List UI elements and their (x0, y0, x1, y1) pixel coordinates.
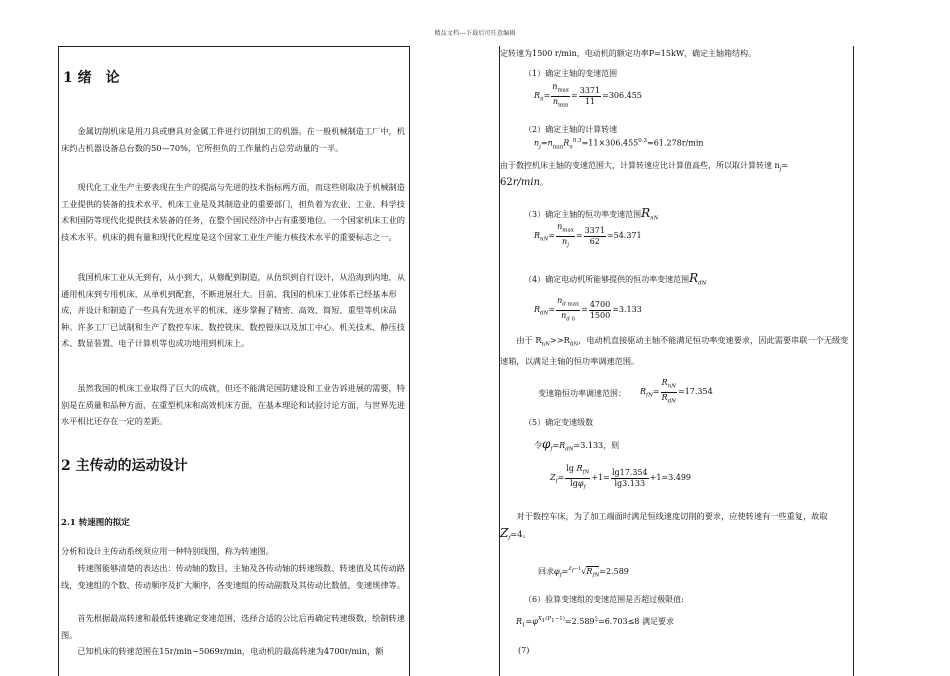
step-2-label: （2）确定主轴的计算转速 (524, 125, 618, 134)
paragraph-cnc-lathe: 对于数控车床，为了加工端面时满足恒线速度切削的要求，应使转速有一些重复，故取$Z_f=4$。 (500, 511, 828, 542)
step-5-label: （5）确定变速级数 (524, 418, 594, 427)
paragraph-machine-tools: 金属切削机床是用刀具或磨具对金属工件进行切削加工的机器。在一般机械制造工厂中，机床约占机器设备总台数的50—70%，它所担负的工作量约占总劳动量的一半。 (61, 126, 405, 153)
step-1-label: （1）确定主轴的变速范围 (524, 69, 618, 78)
step-3-label: （3）确定主轴的恒功率变速范围$R_{nN}$ (524, 206, 659, 222)
equation-r1-check: $R_1=\varphi^{X_1(P_1-1)}=2.589^2=6.703\le 8$ 满足要求 (516, 616, 674, 629)
paragraph-speed-range: 首先根据最高转速和最低转速确定变速范围，选择合适的公比后再确定转速级数，绘制转速图。 (61, 613, 405, 640)
equation-phi-f: 令$\varphi_f=R_{dN}=3.133$，则 (534, 437, 620, 453)
step-4-label: （4）确定电动机所能够提供的恒功率变速范围$R_{dN}$ (524, 271, 707, 287)
heading-main-drive: 2 主传动的运动设计 (61, 458, 188, 474)
equation-gearbox-rfn: $R_{fN}=$ $\frac{R_{nN}}{R_{dN}}$ =17.354 (640, 378, 713, 405)
heading-introduction: 1 绪 论 (63, 70, 120, 86)
paragraph-modern-industry: 现代化工业生产主要表现在生产的提高与先进的技术指标两方面，而这些则取决于机械制造工业提供的装备的技术水平、机床工业是及其制造业的重要部门，担负着为农业、工业、科学技术和国防等现代化提供技术装备的任务，在整个国民经济中占有重要地位。一个国家机床工业的技术水平。机床的拥有量和现代化程度是这个国家工业生产能力核技术水平的重要标志之一。 (61, 182, 405, 242)
rated-speed-line: 定转速为1500 r/min，电动机的额定功率P=15kW，确定主轴箱结构。 (500, 49, 757, 58)
paragraph-china-industry: 我国机床工业从无到有，从小到大，从修配到制造，从仿织到自行设计，从沿海到内地，从通用机床到专用机床，从单机到配套，不断进展壮大。目前，我国的机床工业体系已经基本形成，并设计和制造了一些具有先进水平的机床，逐步掌握了精密、高效、简短、重型等机床品种。许多工厂已试制和生产了数控车床、数控铣床、数控镗床以及加工中心。机关技术、静压技术、数显装置、电子计算机等也成功地用到机床上。 (61, 272, 405, 348)
calc-speed-value: 62r/min。 (500, 177, 549, 188)
equation-range-rn: $R_n=$ $\frac{n_{max}}{n_{min}}$ = $\frac{3371}{11}$ =306.455 (534, 82, 642, 109)
step-6-label: （6）验算变速组的变速范围是否超过极限值: (524, 595, 684, 604)
equation-phi-back: 回求$\varphi_f=^{Z_f-1}√R_{fN}=2.589$ (538, 566, 629, 579)
equation-calc-speed: $n_j=n_{min}R_n^{0.3}=11\times 306.455^{0.3}=61.278r/\min$ (534, 138, 704, 151)
right-column (499, 46, 854, 676)
paragraph-speed-chart-intro: 分析和设计主传动系统须应用一种特别线图，称为转速图。 (61, 546, 274, 556)
heading-speed-chart: 2.1 转速图的拟定 (61, 518, 130, 528)
paragraph-achievements: 虽然我国的机床工业取得了巨大的成就，但还不能满足国防建设和工业告诉进展的需要，特别是在质量和品种方面，在重型机床和高效机床方面，在基本理论和试验讨论方面，与世界先进水平相比还存在一定的差距。 (61, 383, 405, 426)
equation-motor-rdn: $R_{dN}=$ $\frac{n_{d max}}{n_{d 0}}$ = $\frac{4700}{1500}$ =3.133 (534, 296, 642, 323)
step-7-label: (7) (518, 646, 530, 655)
paragraph-since-rnn: 由于 $R_{nN}>>R_{dN}$，电动机直接驱动主轴不能满足恒功率变速要求，因此需要串联一个无级变速箱，以满足主轴的恒功率调速范围。 (500, 335, 849, 367)
left-column (58, 46, 410, 676)
gearbox-range-label: 变速箱恒功率调速范围： (538, 389, 626, 398)
paragraph-calc-speed: 由于数控机床主轴的变速范围大，计算转速应比计算值高些，所以取计算转速 $n_j=$ (500, 161, 789, 173)
paragraph-known-range: 已知机床的转速范围在15r/min~5069r/min，电动机的最高转速为4700r/min，额 (77, 646, 384, 656)
paragraph-speed-chart-content: 转速图能够清楚的表达出：传动轴的数目，主轴及各传动轴的转速级数、转速值及其传动路线，变速组的个数、传动顺序及扩大顺序，各变速组的传动副数及其传动比数值，变速规律等。 (61, 563, 405, 590)
equation-const-power-rnn: $R_{nN}=$ $\frac{n_{max}}{n_j}$ = $\frac{3371}{62}$ =54.371 (534, 222, 642, 249)
page-header: 精品文档---下载后可任意编辑 (434, 30, 516, 37)
equation-zf: $Z_f=$ $\frac{\lg R_{fN}}{\lg\varphi_f}$ +1= $\frac{\lg 17.354}{\lg 3.133}$ +1=3.499 (550, 464, 692, 491)
